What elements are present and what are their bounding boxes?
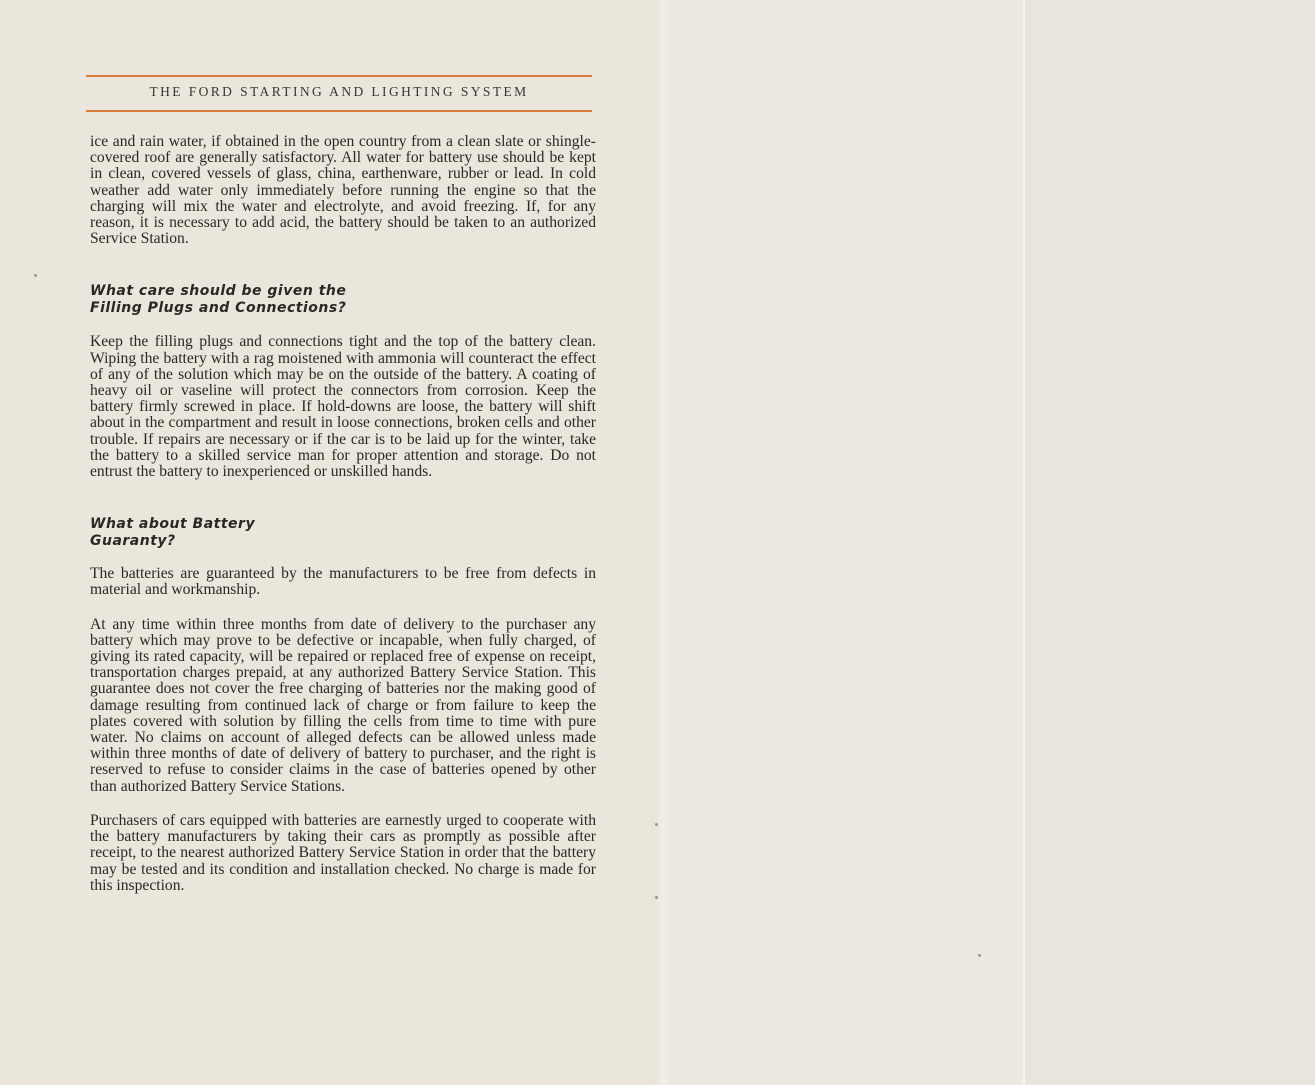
paper-speck <box>978 954 981 957</box>
section-heading <box>90 516 596 550</box>
heading-line: Filling Plugs and Connections? <box>90 300 347 317</box>
heading-line: What care should be given the <box>90 283 347 300</box>
paper-speck <box>655 896 658 899</box>
body-paragraph: Keep the filling plugs and connections tight and the top of the battery clean. Wiping the battery with a rag moistened with ammonia will counteract the effect of any of the solution which may be on the outside of the battery. A coating of heavy oil or vaseline will protect the connectors from corrosion. Keep the battery firmly screwed in place. If hold-downs are loose, the battery will shift about in the compartment and result in loose connections, broken cells and other trouble. If repairs are necessary or if the car is to be laid up for the winter, take the battery to a skilled service man for proper attention and storage. Do not entrust the battery to inexperienced or unskilled hands. <box>90 333 596 481</box>
body-paragraph: ice and rain water, if obtained in the open country from a clean slate or shingle-covered roof are generally satisfactory. All water for battery use should be kept in clean, covered vessels of glass, china, earthenware, rubber or lead. In cold weather add water only immediately before running the engine so that the charging will mix the water and electrolyte, and avoid freezing. If, for any reason, it is necessary to add acid, the battery should be taken to an authorized Service Station. <box>90 133 596 248</box>
body-paragraph: Purchasers of cars equipped with batteries are earnestly urged to cooperate with the battery manufacturers by taking their cars as promptly as possible after receipt, to the nearest authorized Battery Service Station in order that the battery may be tested and its condition and installation checked. No charge is made for this inspection. <box>90 811 596 894</box>
running-head: THE FORD STARTING AND LIGHTING SYSTEM <box>149 84 529 99</box>
text-column <box>90 134 596 894</box>
paper-speck <box>655 823 658 826</box>
heading-line: Guaranty? <box>90 533 176 550</box>
facing-page-strip <box>1025 0 1315 1085</box>
paper-speck <box>34 274 37 277</box>
header-rule-top <box>86 75 592 77</box>
body-paragraph: At any time within three months from date of delivery to the purchaser any battery which may prove to be defective or incapable, when fully charged, of giving its rated capacity, will be repaired or replaced free of expense on receipt, transportation charges prepaid, at any authorized Battery Service Station. This guarantee does not cover the free charging of batteries nor the making good of damage resulting from continued lack of charge or from failure to keep the plates covered with solution by filling the cells from time to time with pure water. No claims on account of alleged defects can be allowed unless made within three months of date of delivery of battery to purchaser, and the right is reserved to refuse to consider claims in the case of batteries opened by other than authorized Battery Service Stations. <box>90 615 596 795</box>
header-rule-bottom <box>86 110 592 112</box>
body-paragraph: The batteries are guaranteed by the manufacturers to be free from defects in material and workmanship. <box>90 565 596 599</box>
section-heading <box>90 283 596 317</box>
heading-line: What about Battery <box>90 516 256 533</box>
